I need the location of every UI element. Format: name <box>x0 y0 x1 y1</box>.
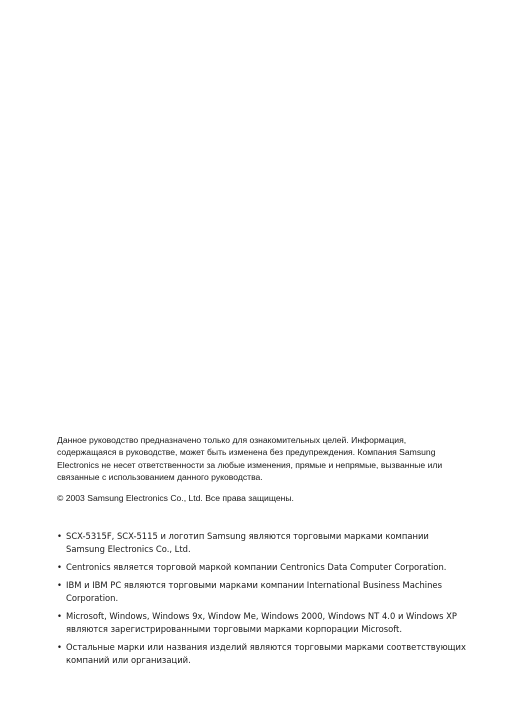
list-item <box>57 561 467 574</box>
trademark-text: Остальные марки или названия изделий являются торговыми марками соответствующих компаний или организаций. <box>66 642 466 665</box>
list-item <box>57 641 467 667</box>
list-item <box>57 610 467 636</box>
list-item <box>57 579 467 605</box>
bullet-icon: • <box>57 642 62 652</box>
copyright-notice: © 2003 Samsung Electronics Co., Ltd. Все права защищены. <box>57 493 294 503</box>
trademark-text: Centronics является торговой маркой компании Centronics Data Computer Corporation. <box>66 562 447 572</box>
trademarks-list <box>57 530 467 672</box>
list-item <box>57 530 467 556</box>
bullet-icon: • <box>57 562 62 572</box>
bullet-icon: • <box>57 531 62 541</box>
disclaimer-paragraph: Данное руководство предназначено только для ознакомительных целей. Информация, содержащаяся в руководстве, может быть изменена без предупреждения. Компания Samsung Electronics не несет ответственности за любые изменения, прямые и непрямые, вызванные или связанные с использованием данного руководства. <box>57 435 443 483</box>
trademark-text: SCX-5315F, SCX-5115 и логотип Samsung являются торговыми марками компании Samsung Electronics Co., Ltd. <box>66 531 429 554</box>
bullet-icon: • <box>57 580 62 590</box>
trademark-text: IBM и IBM PC являются торговыми марками компании International Business Machines Corporation. <box>66 580 442 603</box>
bullet-icon: • <box>57 611 62 621</box>
trademark-text: Microsoft, Windows, Windows 9x, Window Me, Windows 2000, Windows NT 4.0 и Windows XP являются зарегистрированными торговыми марками корпорации Microsoft. <box>66 611 457 634</box>
